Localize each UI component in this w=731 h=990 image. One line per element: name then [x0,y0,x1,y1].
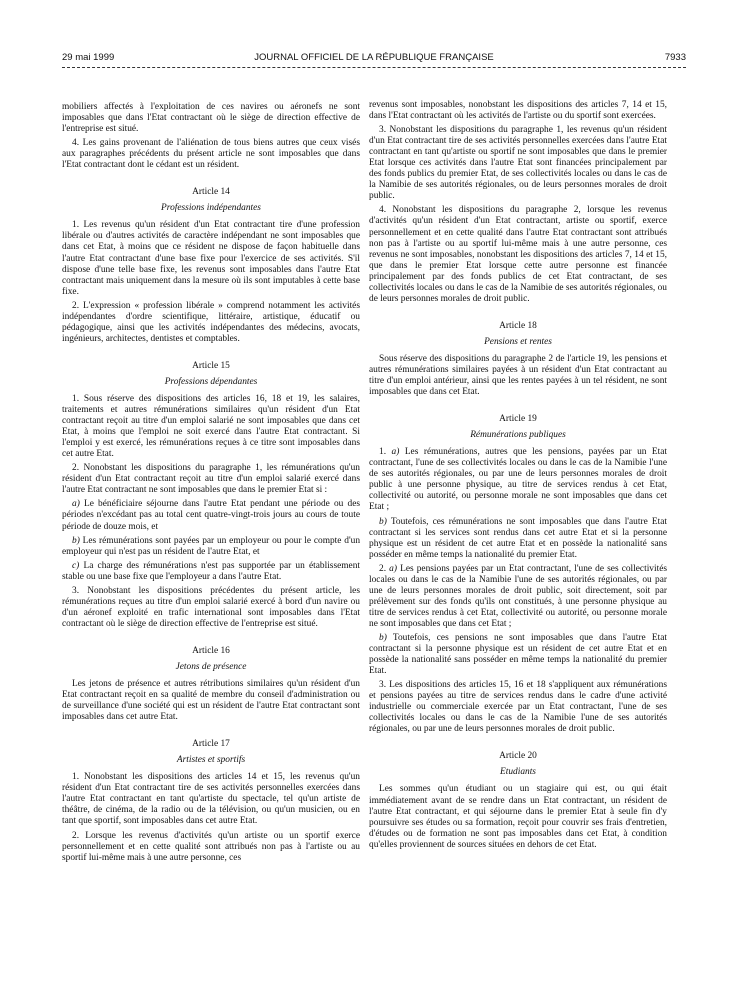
item-label: b) [72,535,80,546]
article-subtitle: Pensions et rentes [484,336,552,347]
list-item [369,517,667,561]
item-label: a) [391,447,400,458]
header-rule [62,67,686,68]
paragraph: 3. Nonobstant les dispositions précédentes du présent article, les rémunérations reçues au titre d'un emploi salarié exercé à bord d'un navire ou d'un aéronef exploité en trafic international sont imposables dans l'Etat contractant où le siège de direction effective de l'entreprise est situé. [62,585,360,629]
header-date: 29 mai 1999 [62,52,115,63]
item-text: La charge des rémunérations n'est pas supportée par un établissement stable ou une base fixe que l'employeur a dans l'autre Etat. [62,560,361,582]
article-heading: Article 15 [192,360,230,371]
item-text: Toutefois, ces rémunérations ne sont imposables que dans l'autre Etat contractant si les services sont rendus dans cet autre Etat et si la personne physique est un résident de cet autre Etat et en possède la nationalité sans posséder en même temps la nationalité du premier Etat. [369,516,667,560]
article-subtitle: Etudiants [500,767,536,778]
article-heading: Article 18 [499,320,537,331]
item-label: a) [72,499,80,510]
item-label: a) [389,563,397,574]
list-item [62,536,360,558]
article-heading: Article 17 [192,739,230,750]
list-item [369,633,667,677]
paragraph: Sous réserve des dispositions du paragraphe 2 de l'article 19, les pensions et autres rémunérations similaires payées à un résident d'un Etat contractant au titre d'un emploi antérieur, ainsi que les rentes payées à un tel résident, ne sont imposables que dans cet Etat. [369,353,667,398]
article-heading: Article 14 [192,187,230,198]
item-label: b) [379,516,387,527]
list-item [369,564,667,630]
article-subtitle: Artistes et sportifs [176,755,246,766]
paragraph: 3. Nonobstant les dispositions du paragraphe 1, les revenus qu'un résident d'un Etat contractant tire de ses activités personnelles exercées dans l'autre Etat contractant en tant qu'artiste ou sportif ne sont imposables que dans le premier Etat lorsque ces activités dans l'autre Etat sont financées principalement par des fonds publics du premier Etat, de ses collectivités locales ou dans le cas de la Namibie de ses autorités régionales, ou de leurs personnes morales de droit public. [369,125,667,202]
article-heading: Article 16 [192,645,230,656]
item-label: c) [72,560,80,571]
item-text: Les rémunérations sont payées par un employeur ou pour le compte d'un employeur qui n'est pas un résident de l'autre Etat, et [62,535,361,557]
paragraph: 2. Lorsque les revenus d'activités qu'un artiste ou un sportif exerce personnellement et en cette qualité sont attribués non pas à l'artiste ou au sportif lui-même mais à une autre personne, ces [62,830,360,863]
article-subtitle: Professions dépendantes [164,376,258,387]
item-number: 2. [379,563,387,574]
left-column [62,102,360,867]
paragraph: 3. Les dispositions des articles 15, 16 et 18 s'appliquent aux rémunérations et pensions payées au titre de services rendus dans le cadre d'une activité industrielle ou commerciale exercée par un Etat contractant, l'une de ses collectivités locales ou dans le cas de la Namibie l'une de ses autorités régionales, ou par une de leurs personnes morales de droit public. [369,680,667,735]
paragraph: 4. Les gains provenant de l'aliénation de tous biens autres que ceux visés aux paragraphes précédents du présent article ne sont imposables que dans l'Etat contractant dont le cédant est un résident. [62,138,360,171]
item-label: b) [379,632,387,643]
right-column [369,100,667,854]
paragraph: 2. Nonobstant les dispositions du paragraphe 1, les rémunérations qu'un résident d'un Etat contractant reçoit au titre d'un emploi salarié exercé dans l'autre Etat contractant ne sont imposables que dans le premier Etat si : [62,463,360,496]
paragraph: revenus sont imposables, nonobstant les dispositions des articles 7, 14 et 15, dans l'Etat contractant où les activités de l'artiste ou du sportif sont exercées. [369,100,667,122]
article-subtitle: Rémunérations publiques [470,430,566,441]
list-item [369,447,667,513]
paragraph: Les sommes qu'un étudiant ou un stagiaire qui est, ou qui était immédiatement avant de se rendre dans un Etat contractant, un résident de l'autre Etat contractant, et qui séjourne dans le premier Etat à seule fin d'y poursuivre ses études ou sa formation, reçoit pour couvrir ses frais d'entretien, d'études ou de formation ne sont pas imposables dans cet Etat, à condition qu'elles proviennent de sources situées en dehors de cet Etat. [369,784,667,850]
article-subtitle: Jetons de présence [175,661,247,672]
paragraph: 1. Sous réserve des dispositions des articles 16, 18 et 19, les salaires, traitements et autres rémunérations similaires qu'un résident d'un Etat contractant reçoit au titre d'un emploi salarié ne sont imposables que dans cet Etat, à moins que l'emploi ne soit exercé dans l'autre Etat contractant. Si l'emploi y est exercé, les rémunérations reçues à ce titre sont imposables dans cet autre Etat. [62,393,360,460]
paragraph: 4. Nonobstant les dispositions du paragraphe 2, lorsque les revenus d'activités qu'un résident d'un Etat contractant, artiste ou sportif, exerce personnellement et en cette qualité dans l'autre Etat contractant sont attribués non pas à l'artiste ou au sportif lui-même mais à une autre personne, ces revenus ne sont imposables, nonobstant les dispositions des articles 7, 14 et 15, que dans le premier Etat lorsque cette autre personne est financée principalement par des fonds publics de cet Etat contractant, de ses collectivités locales ou dans le cas de la Namibie de ses autorités régionales, ou de leurs personnes morales de droit public. [369,205,667,304]
paragraph: Les jetons de présence et autres rétributions similaires qu'un résident d'un Etat contractant reçoit en sa qualité de membre du conseil d'administration ou de surveillance d'une société qui est un résident de l'autre Etat contractant sont imposables dans cet autre Etat. [62,679,360,723]
paragraph: 2. L'expression « profession libérale » comprend notamment les activités indépendantes d'ordre scientifique, littéraire, artistique, éducatif ou pédagogique, ainsi que les activités indépendantes des médecins, avocats, ingénieurs, architectes, dentistes et comptables. [62,300,360,344]
list-item [62,499,360,532]
article-heading: Article 20 [499,751,537,762]
journal-title: JOURNAL OFFICIEL DE LA RÉPUBLIQUE FRANÇAISE [254,52,494,63]
item-text: Toutefois, ces pensions ne sont imposables que dans l'autre Etat contractant si la personne physique est un résident de cet autre Etat et en possède la nationalité sans posséder en même temps la nationalité du premier Etat. [369,632,667,677]
paragraph: 1. Nonobstant les dispositions des articles 14 et 15, les revenus qu'un résident d'un Etat contractant tire de ses activités personnelles exercées dans l'autre Etat contractant en tant qu'artiste du spectacle, tel qu'un artiste de théâtre, de cinéma, de la radio ou de la télévision, ou qu'un musicien, ou en tant que sportif, sont imposables dans cet autre Etat. [62,772,360,827]
paragraph: mobiliers affectés à l'exploitation de ces navires ou aéronefs ne sont imposables que dans l'Etat contractant où le siège de direction effective de l'entreprise est situé. [62,102,360,135]
list-item [62,561,360,583]
page-number: 7933 [664,52,686,63]
item-text: Les rémunérations, autres que les pensions, payées par un Etat contractant, l'une de ses collectivités locales ou dans le cas de la Namibie l'une de ses autorités régionales, ou par une de leurs personnes morales de droit public à une personne physique, au titre de services rendus à cet Etat, collectivité ou autorité, ou personne morale ne sont imposables que dans cet Etat ; [369,447,668,513]
page-header [62,52,686,66]
item-text: Le bénéficiaire séjourne dans l'autre Etat pendant une période ou des périodes n'excédant pas au total cent quatre-vingt-trois jours au cours de toute période de douze mois, et [62,499,360,532]
item-text: Les pensions payées par un Etat contractant, l'une de ses collectivités locales ou dans le cas de la Namibie l'une de ses autorités régionales, ou par une de leurs personnes morales de droit public, soit directement, soit par prélèvement sur des fonds qu'ils ont constitués, à une personne physique au titre de services rendus à cet Etat, collectivité ou autorité, ou personne morale ne sont imposables que dans cet Etat ; [369,563,668,629]
paragraph: 1. Les revenus qu'un résident d'un Etat contractant tire d'une profession libérale ou d'autres activités de caractère indépendant ne sont imposables que dans cet Etat, à moins que ce résident ne dispose de façon habituelle dans l'autre Etat contractant d'une base fixe pour l'exercice de ses activités. S'il dispose d'une telle base fixe, les revenus sont imposables dans l'autre Etat contractant mais uniquement dans la mesure où ils sont imputables à cette base fixe. [62,220,360,297]
article-subtitle: Professions indépendantes [161,203,261,214]
item-number: 1. [379,447,387,458]
article-heading: Article 19 [499,414,537,425]
